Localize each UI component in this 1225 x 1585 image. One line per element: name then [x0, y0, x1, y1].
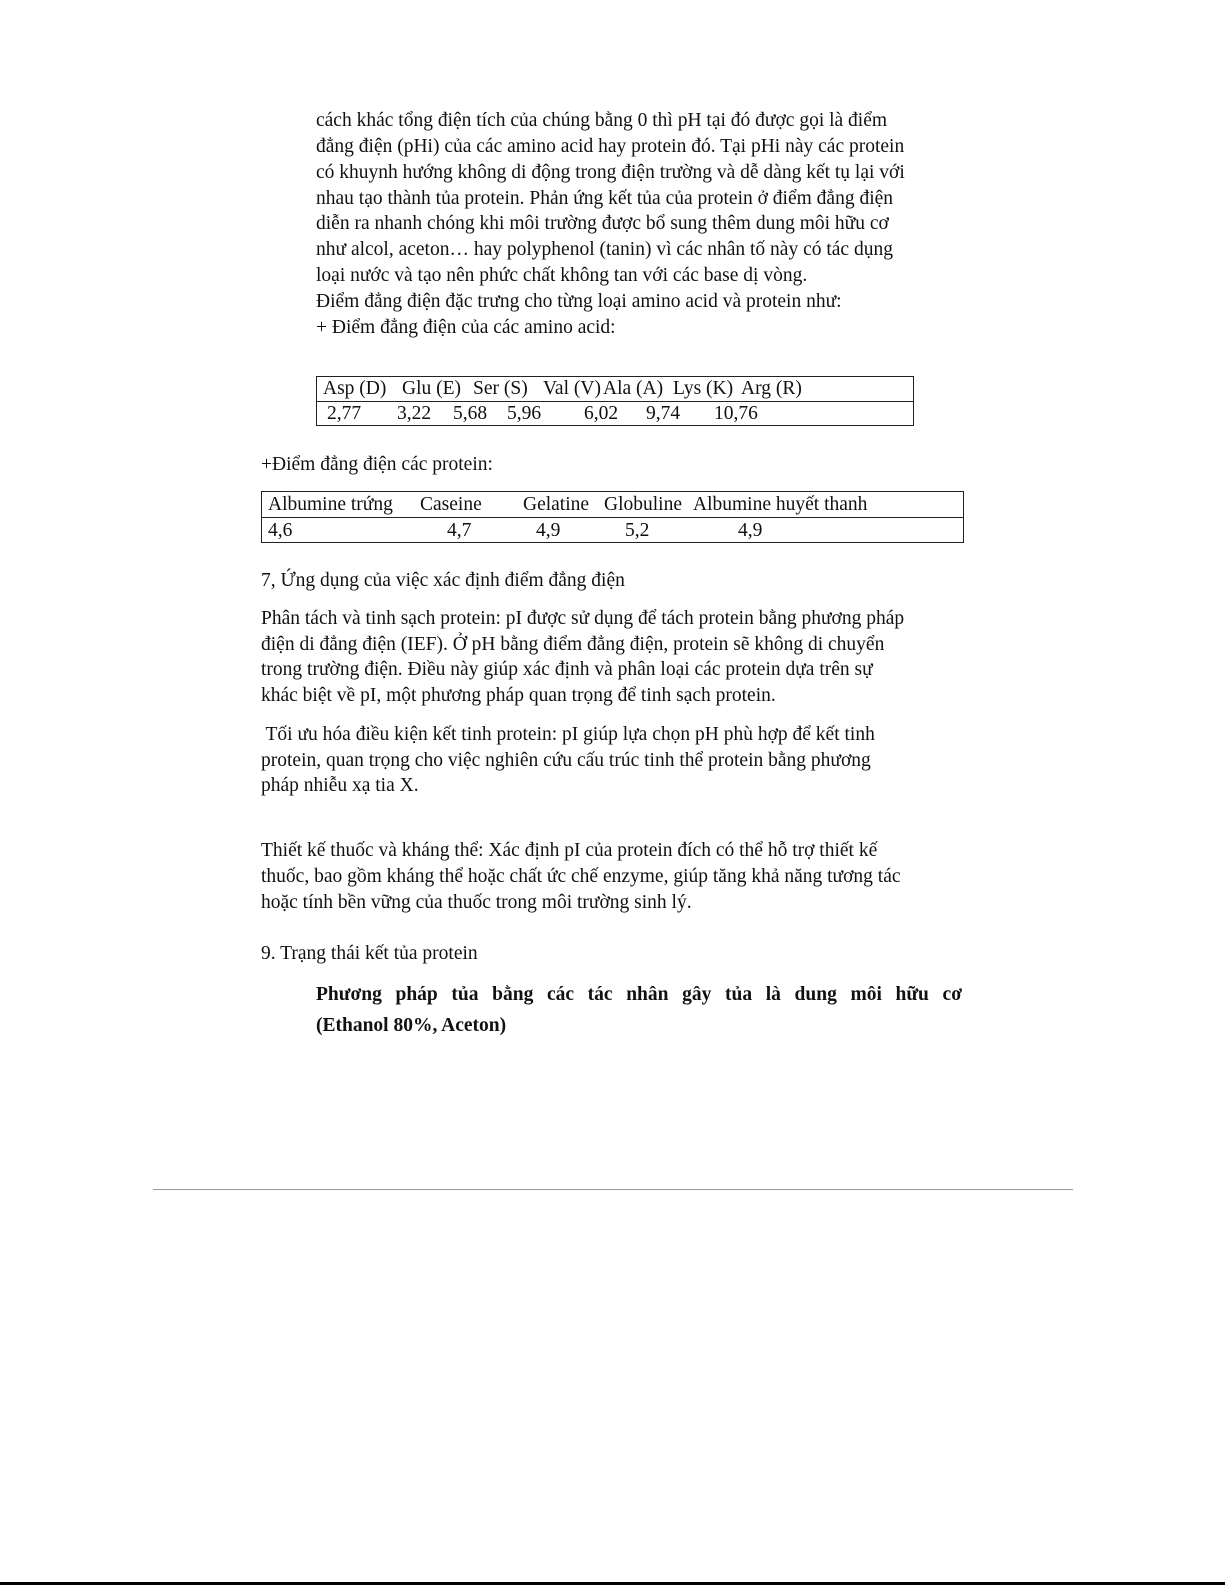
- table-header-row: [262, 492, 963, 517]
- text-line: cách khác tổng điện tích của chúng bằng 0 thì pH tại đó được gọi là điểm: [316, 110, 888, 131]
- protein-table-label: +Điểm đẳng điện các protein:: [261, 454, 493, 475]
- text-line: Phương pháp tủa bằng các tác nhân gây tủa là dung môi hữu cơ: [316, 984, 962, 1005]
- table-header-cell: Arg (R): [741, 378, 802, 399]
- text-line: loại nước và tạo nên phức chất không tan với các base dị vòng.: [316, 265, 808, 286]
- table-header-cell: Globuline: [604, 494, 682, 515]
- text-line: Tối ưu hóa điều kiện kết tinh protein: pI giúp lựa chọn pH phù hợp để kết tinh: [261, 724, 875, 745]
- table-header-cell: Val (V): [543, 378, 601, 399]
- table-row: [262, 517, 963, 543]
- amino-acid-pi-table: [316, 376, 914, 426]
- table-cell: 5,96: [507, 403, 542, 424]
- text-line: protein, quan trọng cho việc nghiên cứu cấu trúc tinh thể protein bằng phương: [261, 750, 871, 771]
- table-cell: 4,6: [268, 520, 293, 541]
- table-header-cell: Albumine trứng: [268, 494, 393, 515]
- table-header-cell: Caseine: [420, 494, 482, 515]
- text-line: Thiết kế thuốc và kháng thể: Xác định pI của protein đích có thể hỗ trợ thiết kế: [261, 840, 878, 861]
- table-cell: 6,02: [584, 403, 619, 424]
- table-cell: 10,76: [714, 403, 758, 424]
- table-header-cell: Ala (A): [603, 378, 664, 399]
- table-header-cell: Lys (K): [673, 378, 734, 399]
- text-line: trong trường điện. Điều này giúp xác định và phân loại các protein dựa trên sự: [261, 659, 873, 680]
- table-cell: 3,22: [397, 403, 432, 424]
- text-line: (Ethanol 80%, Aceton): [316, 1015, 507, 1036]
- table-header-row: [317, 377, 913, 401]
- protein-pi-table: [261, 491, 964, 543]
- table-header-cell: Albumine huyết thanh: [693, 494, 868, 515]
- table-header-cell: Asp (D): [323, 378, 387, 399]
- table-cell: 5,2: [625, 520, 650, 541]
- text-line: hoặc tính bền vững của thuốc trong môi trường sinh lý.: [261, 892, 692, 913]
- table-cell: 2,77: [327, 403, 362, 424]
- table-header-cell: Gelatine: [523, 494, 590, 515]
- table-header-cell: Glu (E): [402, 378, 462, 399]
- text-line: diễn ra nhanh chóng khi môi trường được bổ sung thêm dung môi hữu cơ: [316, 213, 889, 234]
- text-line: đẳng điện (pHi) của các amino acid hay protein đó. Tại pHi này các protein: [316, 136, 905, 157]
- page-divider: [153, 1189, 1073, 1190]
- text-line: có khuynh hướng không di động trong điện trường và dễ dàng kết tụ lại với: [316, 162, 905, 183]
- table-cell: 4,9: [738, 520, 763, 541]
- text-line: khác biệt về pI, một phương pháp quan trọng để tinh sạch protein.: [261, 685, 776, 706]
- text-line: như alcol, aceton… hay polyphenol (tanin) vì các nhân tố này có tác dụng: [316, 239, 893, 260]
- text-line: Phân tách và tinh sạch protein: pI được sử dụng để tách protein bằng phương pháp: [261, 608, 905, 629]
- text-line: điện di đẳng điện (IEF). Ở pH bằng điểm đẳng điện, protein sẽ không di chuyển: [261, 634, 885, 655]
- table-row: [317, 401, 913, 426]
- text-line: thuốc, bao gồm kháng thể hoặc chất ức chế enzyme, giúp tăng khả năng tương tác: [261, 866, 901, 887]
- table-cell: 9,74: [646, 403, 681, 424]
- table-header-cell: Ser (S): [473, 378, 528, 399]
- section-heading: 7, Ứng dụng của việc xác định điểm đẳng điện: [261, 570, 625, 591]
- table-cell: 5,68: [453, 403, 488, 424]
- section-heading: 9. Trạng thái kết tủa protein: [261, 943, 478, 964]
- table-cell: 4,9: [536, 520, 561, 541]
- text-line: + Điểm đẳng điện của các amino acid:: [316, 317, 616, 338]
- table-cell: 4,7: [447, 520, 472, 541]
- text-line: Điểm đẳng điện đặc trưng cho từng loại amino acid và protein như:: [316, 291, 842, 312]
- text-line: pháp nhiễu xạ tia X.: [261, 775, 419, 796]
- text-line: nhau tạo thành tủa protein. Phản ứng kết tủa của protein ở điểm đẳng điện: [316, 188, 894, 209]
